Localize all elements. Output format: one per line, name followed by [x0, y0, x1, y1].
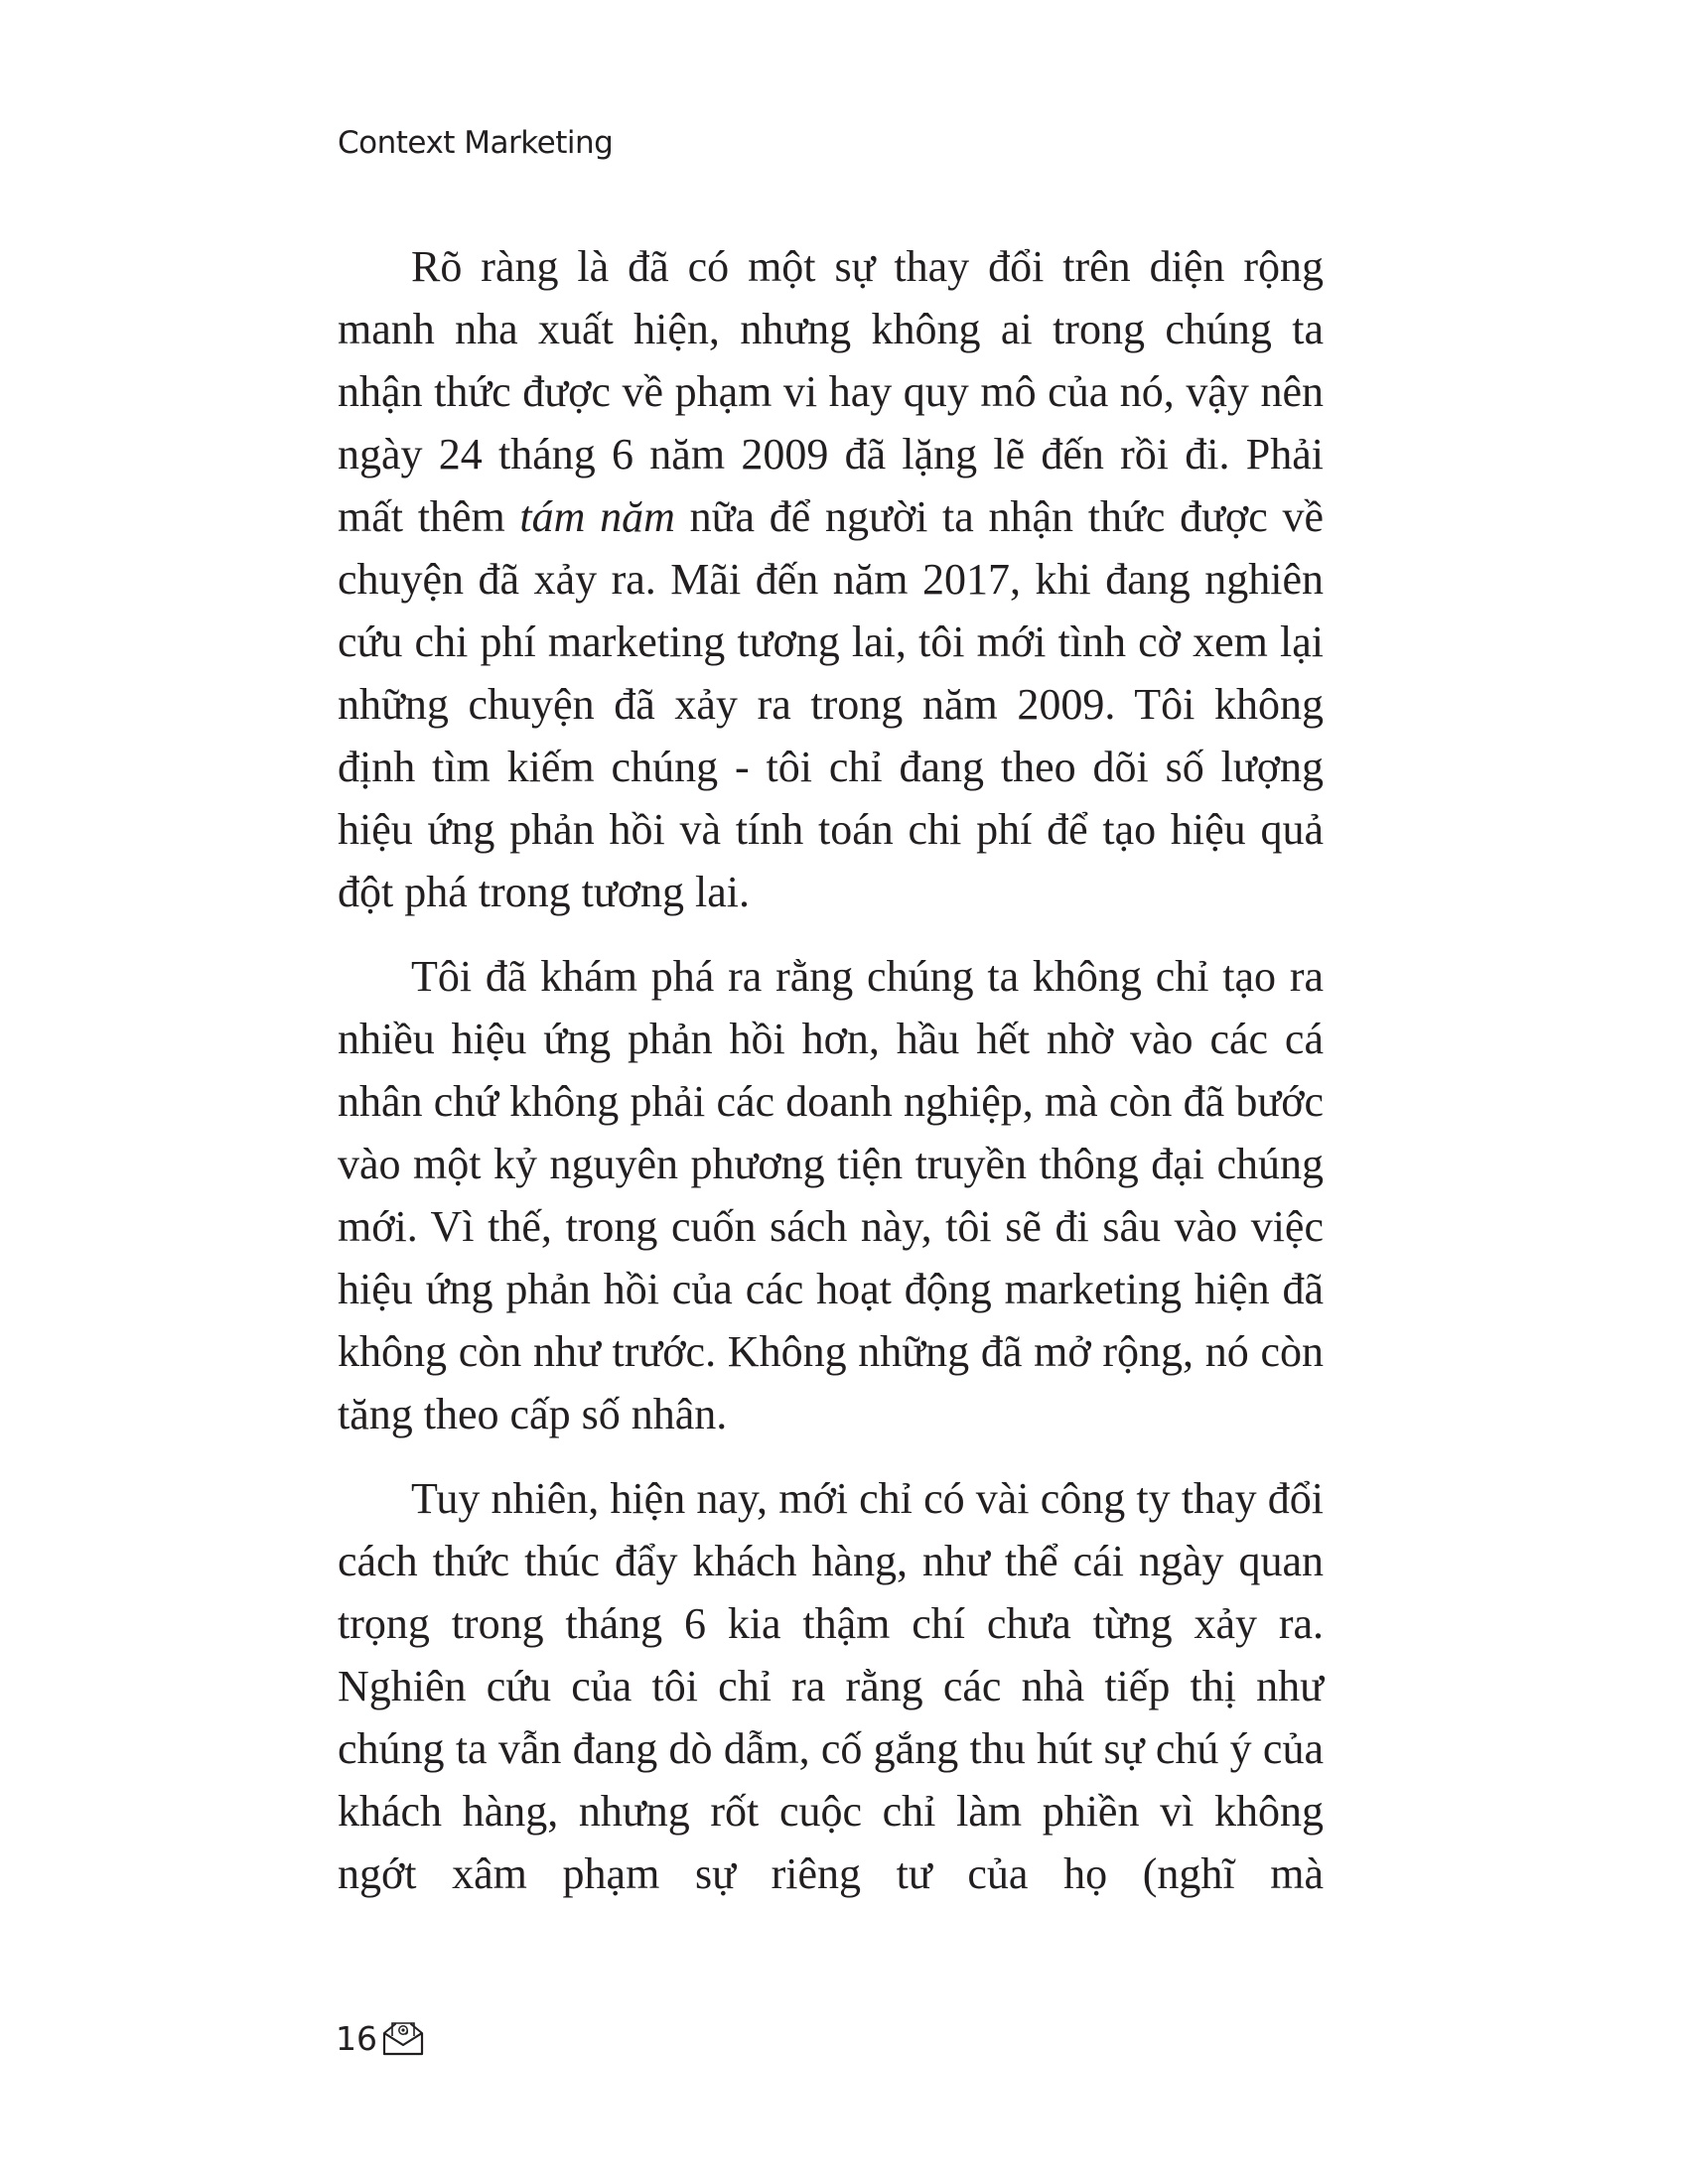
page-number: 16 — [336, 2019, 377, 2058]
paragraph-1 — [338, 235, 1324, 923]
mail-envelope-icon — [381, 2017, 425, 2057]
paragraph-1-emphasis: tám năm — [519, 492, 675, 541]
page-footer — [336, 2017, 425, 2057]
paragraph-1-text-start: Rõ ràng là đã có một sự thay đổi trên diện rộng manh nha xuất hiện, nhưng không ai trong chúng ta nhận thức được về phạm vi hay quy mô của nó, vậy nên ngày 24 tháng 6 năm 2009 đã lặng lẽ đến rồi đi. Phải mất thêm — [338, 242, 1324, 541]
paragraph-3: Tuy nhiên, hiện nay, mới chỉ có vài công ty thay đổi cách thức thúc đẩy khách hàng, như thể cái ngày quan trọng trong tháng 6 kia thậm chí chưa từng xảy ra. Nghiên cứu của tôi chỉ ra rằng các nhà tiếp thị như chúng ta vẫn đang dò dẫm, cố gắng thu hút sự chú ý của khách hàng, nhưng rốt cuộc chỉ làm phiền vì không ngớt xâm phạm sự riêng tư của họ (nghĩ mà — [338, 1474, 1324, 1898]
running-head: Context Marketing — [338, 125, 614, 161]
body-text — [338, 235, 1324, 1927]
paragraph-2: Tôi đã khám phá ra rằng chúng ta không chỉ tạo ra nhiều hiệu ứng phản hồi hơn, hầu hết nhờ vào các cá nhân chứ không phải các doanh nghiệp, mà còn đã bước vào một kỷ nguyên phương tiện truyền thông đại chúng mới. Vì thế, trong cuốn sách này, tôi sẽ đi sâu vào việc hiệu ứng phản hồi của các hoạt động marketing hiện đã không còn như trước. Không những đã mở rộng, nó còn tăng theo cấp số nhân. — [338, 952, 1324, 1438]
paragraph-1-text-end: nữa để người ta nhận thức được về chuyện đã xảy ra. Mãi đến năm 2017, khi đang nghiên cứu chi phí marketing tương lai, tôi mới tình cờ xem lại những chuyện đã xảy ra trong năm 2009. Tôi không định tìm kiếm chúng - tôi chỉ đang theo dõi số lượng hiệu ứng phản hồi và tính toán chi phí để tạo hiệu quả đột phá trong tương lai. — [338, 492, 1324, 916]
